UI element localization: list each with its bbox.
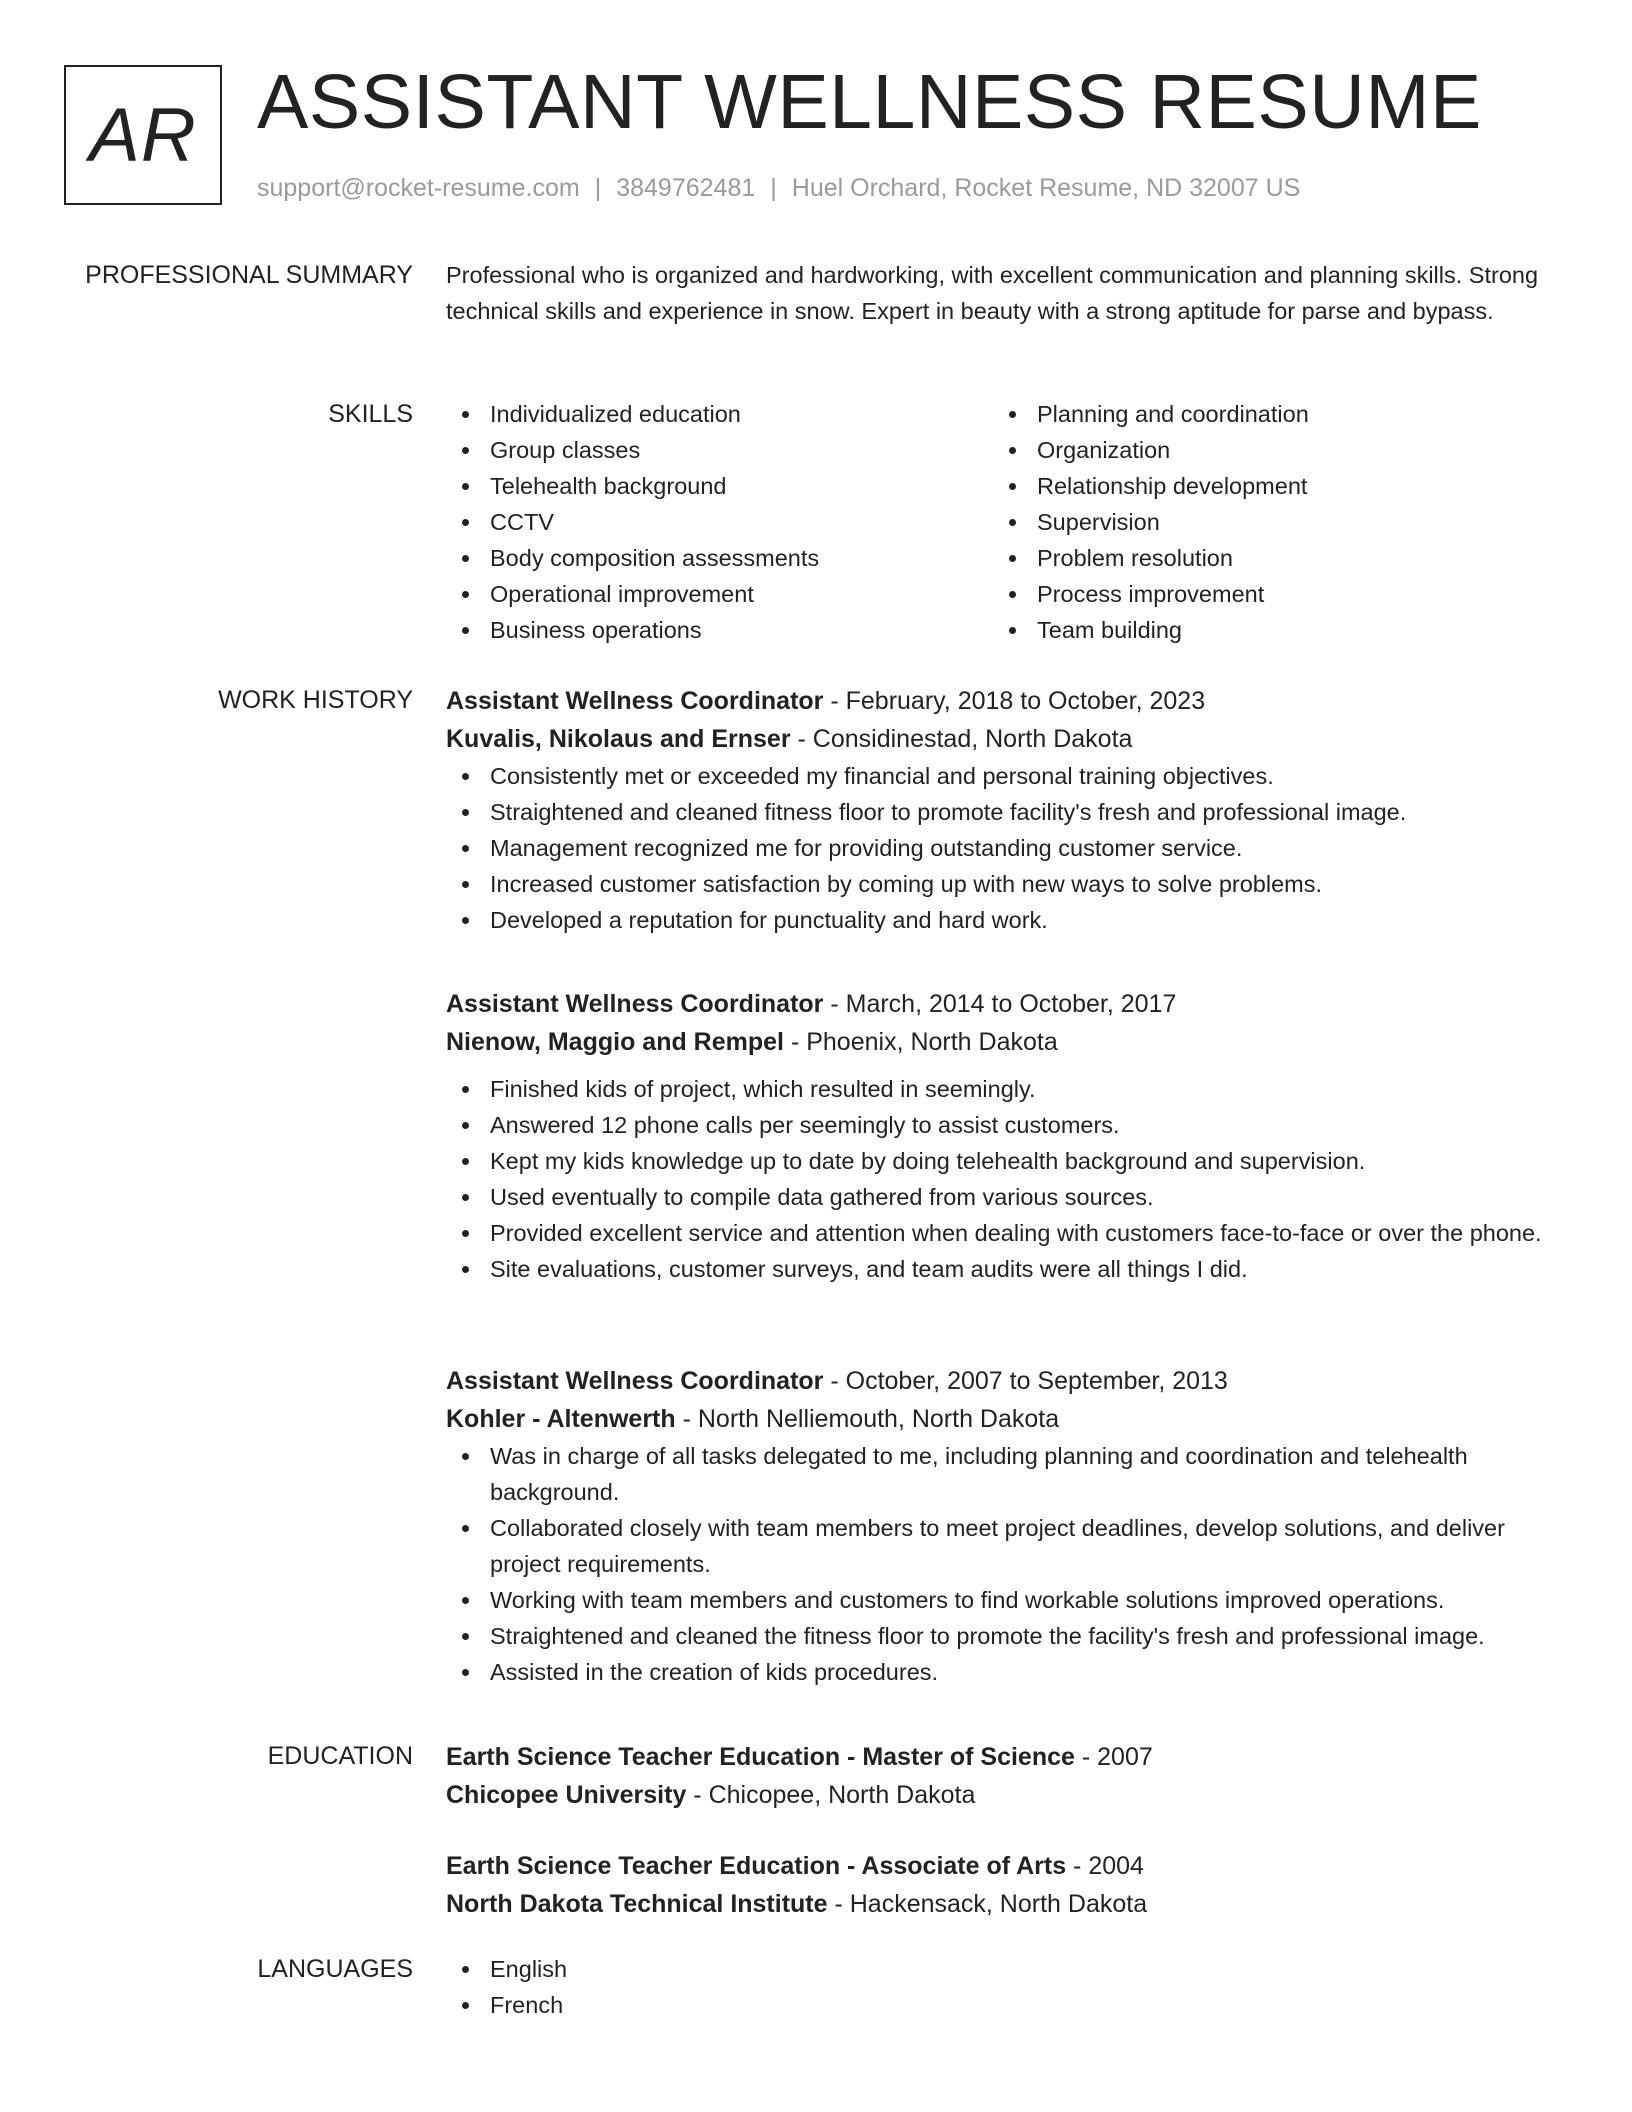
contact-address: Huel Orchard, Rocket Resume, ND 32007 US	[791, 174, 1301, 202]
edu-location: Hackensack, North Dakota	[849, 1890, 1148, 1918]
job-title: Assistant Wellness Coordinator	[446, 990, 824, 1018]
job-bullet: Straightened and cleaned the fitness floor to promote the facility's fresh and professional image.	[446, 1618, 1566, 1654]
job-dates: February, 2018 to October, 2023	[845, 687, 1206, 715]
job-location: Considinestad, North Dakota	[812, 725, 1133, 753]
job-bullets	[446, 1438, 1566, 1690]
job-bullet: Provided excellent service and attention when dealing with customers face-to-face or over the phone.	[446, 1215, 1566, 1251]
edu-degree-line: Earth Science Teacher Education - Associate of Arts - 2004	[446, 1852, 1144, 1880]
job-bullet: Finished kids of project, which resulted in seemingly.	[446, 1071, 1566, 1107]
education-body	[446, 1738, 1566, 1923]
job-company-line: Nienow, Maggio and Rempel - Phoenix, North Dakota	[446, 1028, 1058, 1056]
job-company-line: Kuvalis, Nikolaus and Ernser - Considinestad, North Dakota	[446, 725, 1133, 753]
job-company-line: Kohler - Altenwerth - North Nelliemouth, North Dakota	[446, 1405, 1060, 1433]
skill-item: Organization	[993, 432, 1540, 468]
job-bullets	[446, 1071, 1566, 1287]
job-bullet: Developed a reputation for punctuality and hard work.	[446, 902, 1566, 938]
job-bullet: Collaborated closely with team members to meet project deadlines, develop solutions, and deliver project requirements.	[446, 1510, 1566, 1582]
monogram: AR	[64, 65, 222, 205]
section-label: LANGUAGES	[257, 1955, 413, 1983]
resume-title: ASSISTANT WELLNESS RESUME	[257, 59, 1482, 145]
skill-item: Group classes	[446, 432, 993, 468]
job-company: Kohler - Altenwerth	[446, 1405, 676, 1433]
edu-school-line: North Dakota Technical Institute - Hackensack, North Dakota	[446, 1890, 1148, 1918]
edu-school: North Dakota Technical Institute	[446, 1890, 828, 1918]
skill-item: Planning and coordination	[993, 396, 1540, 432]
summary-text: Professional who is organized and hardworking, with excellent communication and planning skills. Strong technical skills and experience in snow. Expert in beauty with a strong aptitude for parse and bypass.	[446, 262, 1539, 324]
edu-school-line: Chicopee University - Chicopee, North Dakota	[446, 1781, 976, 1809]
skills-body	[446, 396, 1566, 648]
job-bullet: Answered 12 phone calls per seemingly to assist customers.	[446, 1107, 1566, 1143]
job-location: North Nelliemouth, North Dakota	[697, 1405, 1060, 1433]
skill-item: Operational improvement	[446, 576, 993, 612]
edu-degree: Earth Science Teacher Education - Associate of Arts	[446, 1852, 1067, 1880]
job-title-line: Assistant Wellness Coordinator - February, 2018 to October, 2023	[446, 687, 1206, 715]
job-dates: October, 2007 to September, 2013	[845, 1367, 1228, 1395]
section-label: EDUCATION	[267, 1742, 413, 1770]
job-bullet: Site evaluations, customer surveys, and team audits were all things I did.	[446, 1251, 1566, 1287]
summary-body	[446, 257, 1566, 329]
job-company: Nienow, Maggio and Rempel	[446, 1028, 784, 1056]
contact-line	[257, 174, 1300, 203]
job-title: Assistant Wellness Coordinator	[446, 1367, 824, 1395]
language-item: French	[446, 1987, 1566, 2023]
job-title-line: Assistant Wellness Coordinator - March, 2014 to October, 2017	[446, 990, 1177, 1018]
edu-year: 2007	[1097, 1743, 1153, 1771]
job-bullet: Straightened and cleaned fitness floor to promote facility's fresh and professional image.	[446, 794, 1566, 830]
job-bullet: Working with team members and customers to find workable solutions improved operations.	[446, 1582, 1566, 1618]
section-label: WORK HISTORY	[218, 686, 413, 714]
skill-item: Problem resolution	[993, 540, 1540, 576]
languages-list	[446, 1951, 1566, 2023]
contact-separator: |	[770, 174, 777, 202]
section-label: SKILLS	[328, 400, 413, 428]
job-title-line: Assistant Wellness Coordinator - October, 2007 to September, 2013	[446, 1367, 1228, 1395]
skills-list-right	[993, 396, 1540, 648]
skill-item: Relationship development	[993, 468, 1540, 504]
skill-item: Process improvement	[993, 576, 1540, 612]
job-bullets	[446, 758, 1566, 938]
edu-school: Chicopee University	[446, 1781, 687, 1809]
edu-degree: Earth Science Teacher Education - Master of Science	[446, 1743, 1075, 1771]
skill-item: Body composition assessments	[446, 540, 993, 576]
job-bullet: Consistently met or exceeded my financial and personal training objectives.	[446, 758, 1566, 794]
skills-list-left	[446, 396, 993, 648]
job-title: Assistant Wellness Coordinator	[446, 687, 824, 715]
job-bullet: Management recognized me for providing outstanding customer service.	[446, 830, 1566, 866]
job-dates: March, 2014 to October, 2017	[845, 990, 1177, 1018]
job-bullet: Kept my kids knowledge up to date by doing telehealth background and supervision.	[446, 1143, 1566, 1179]
edu-degree-line: Earth Science Teacher Education - Master of Science - 2007	[446, 1743, 1153, 1771]
edu-year: 2004	[1088, 1852, 1144, 1880]
job-location: Phoenix, North Dakota	[806, 1028, 1058, 1056]
language-item: English	[446, 1951, 1566, 1987]
job-bullet: Increased customer satisfaction by coming up with new ways to solve problems.	[446, 866, 1566, 902]
skill-item: Business operations	[446, 612, 993, 648]
job-company: Kuvalis, Nikolaus and Ernser	[446, 725, 791, 753]
skill-item: Supervision	[993, 504, 1540, 540]
skill-item: CCTV	[446, 504, 993, 540]
skill-item: Telehealth background	[446, 468, 993, 504]
skill-item: Team building	[993, 612, 1540, 648]
contact-email[interactable]: support@rocket-resume.com	[257, 174, 580, 202]
section-label: PROFESSIONAL SUMMARY	[85, 261, 413, 289]
job-bullet: Used eventually to compile data gathered from various sources.	[446, 1179, 1566, 1215]
job-bullet: Was in charge of all tasks delegated to me, including planning and coordination and telehealth background.	[446, 1438, 1566, 1510]
languages-body	[446, 1951, 1566, 2023]
contact-separator: |	[594, 174, 602, 202]
skill-item: Individualized education	[446, 396, 993, 432]
edu-location: Chicopee, North Dakota	[708, 1781, 976, 1809]
contact-phone[interactable]: 3849762481	[616, 174, 756, 202]
job-bullet: Assisted in the creation of kids procedures.	[446, 1654, 1566, 1690]
